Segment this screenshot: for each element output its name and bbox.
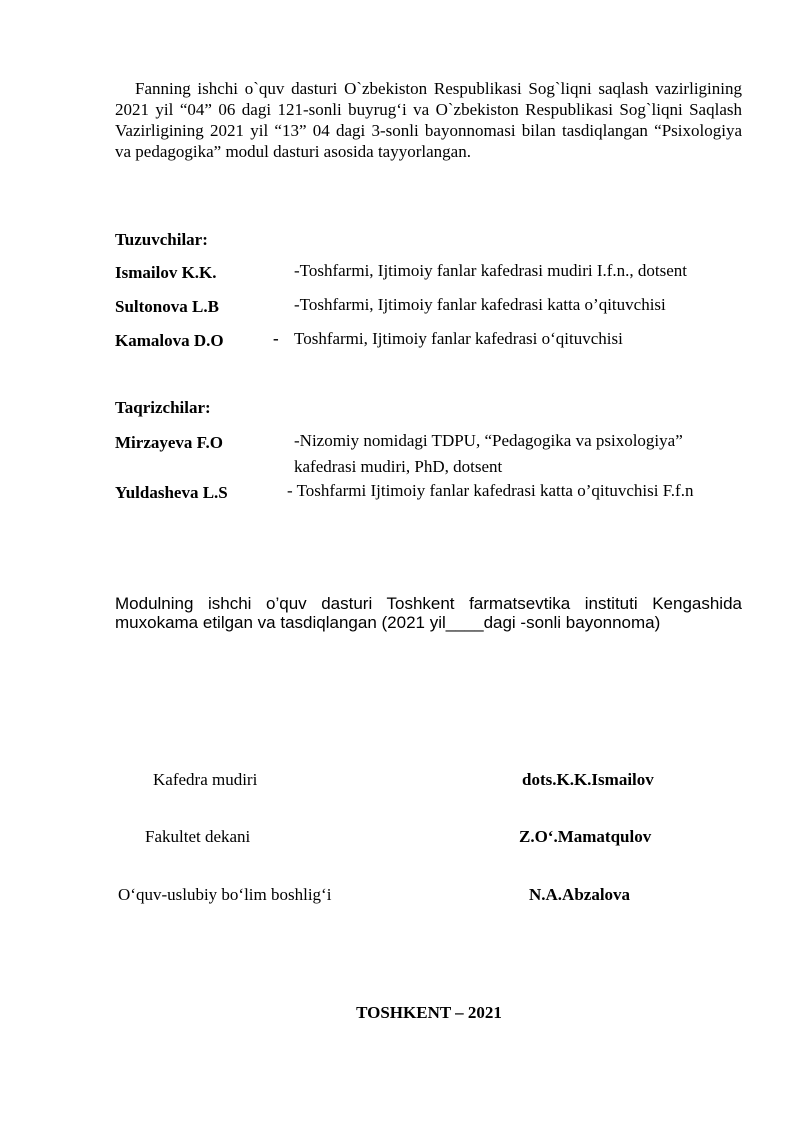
reviewer-name: Mirzayeva F.O <box>115 433 223 452</box>
author-role: Toshfarmi, Ijtimoiy fanlar kafedrasi o‘qituvchisi <box>294 329 623 348</box>
reviewers-title: Taqrizchilar: <box>115 398 211 417</box>
author-dash: - <box>273 329 279 348</box>
author-name: Ismailov K.K. <box>115 263 217 282</box>
author-name: Sultonova L.B <box>115 297 219 316</box>
author-role: -Toshfarmi, Ijtimoiy fanlar kafedrasi mudiri I.f.n., dotsent <box>294 261 688 280</box>
signature-name: N.A.Abzalova <box>529 885 631 904</box>
signature-label: O‘quv-uslubiy bo‘lim boshlig‘i <box>118 885 332 904</box>
module-approval-note: Modulning ishchi o’quv dasturi Toshkent farmatsevtika instituti Kengashida muxokama etilgan va tasdiqlangan (2021 yil____dagi -sonli bayonnoma) <box>115 594 742 632</box>
footer-city-year: TOSHKENT – 2021 <box>356 1003 502 1022</box>
signature-name: dots.K.K.Ismailov <box>522 770 654 789</box>
signature-label: Kafedra mudiri <box>153 770 258 789</box>
reviewer-name: Yuldasheva L.S <box>115 483 228 502</box>
reviewer-role: -Nizomiy nomidagi TDPU, “Pedagogika va psixologiya” <box>294 431 683 450</box>
intro-paragraph: Fanning ishchi o`quv dasturi O`zbekiston Respublikasi Sog`liqni saqlash vazirligining 2021 yil “04” 06 dagi 121-sonli buyrug‘i va O`zbekiston Respublikasi Sog`liqni Saqlash Vazirligining 2021 yil “13” 04 dagi 3-sonli bayonnomasi bilan tasdiqlangan “Psixologiya va pedagogika” modul dasturi asosida tayyorlangan. <box>115 79 742 161</box>
signature-name: Z.O‘.Mamatqulov <box>519 827 652 846</box>
authors-title: Tuzuvchilar: <box>115 230 208 249</box>
reviewer-role: - Toshfarmi Ijtimoiy fanlar kafedrasi katta o’qituvchisi F.f.n <box>287 481 694 500</box>
reviewer-role-continued: kafedrasi mudiri, PhD, dotsent <box>294 457 503 476</box>
author-role: -Toshfarmi, Ijtimoiy fanlar kafedrasi katta o’qituvchisi <box>294 295 666 314</box>
signature-label: Fakultet dekani <box>145 827 251 846</box>
author-name: Kamalova D.O <box>115 331 224 350</box>
